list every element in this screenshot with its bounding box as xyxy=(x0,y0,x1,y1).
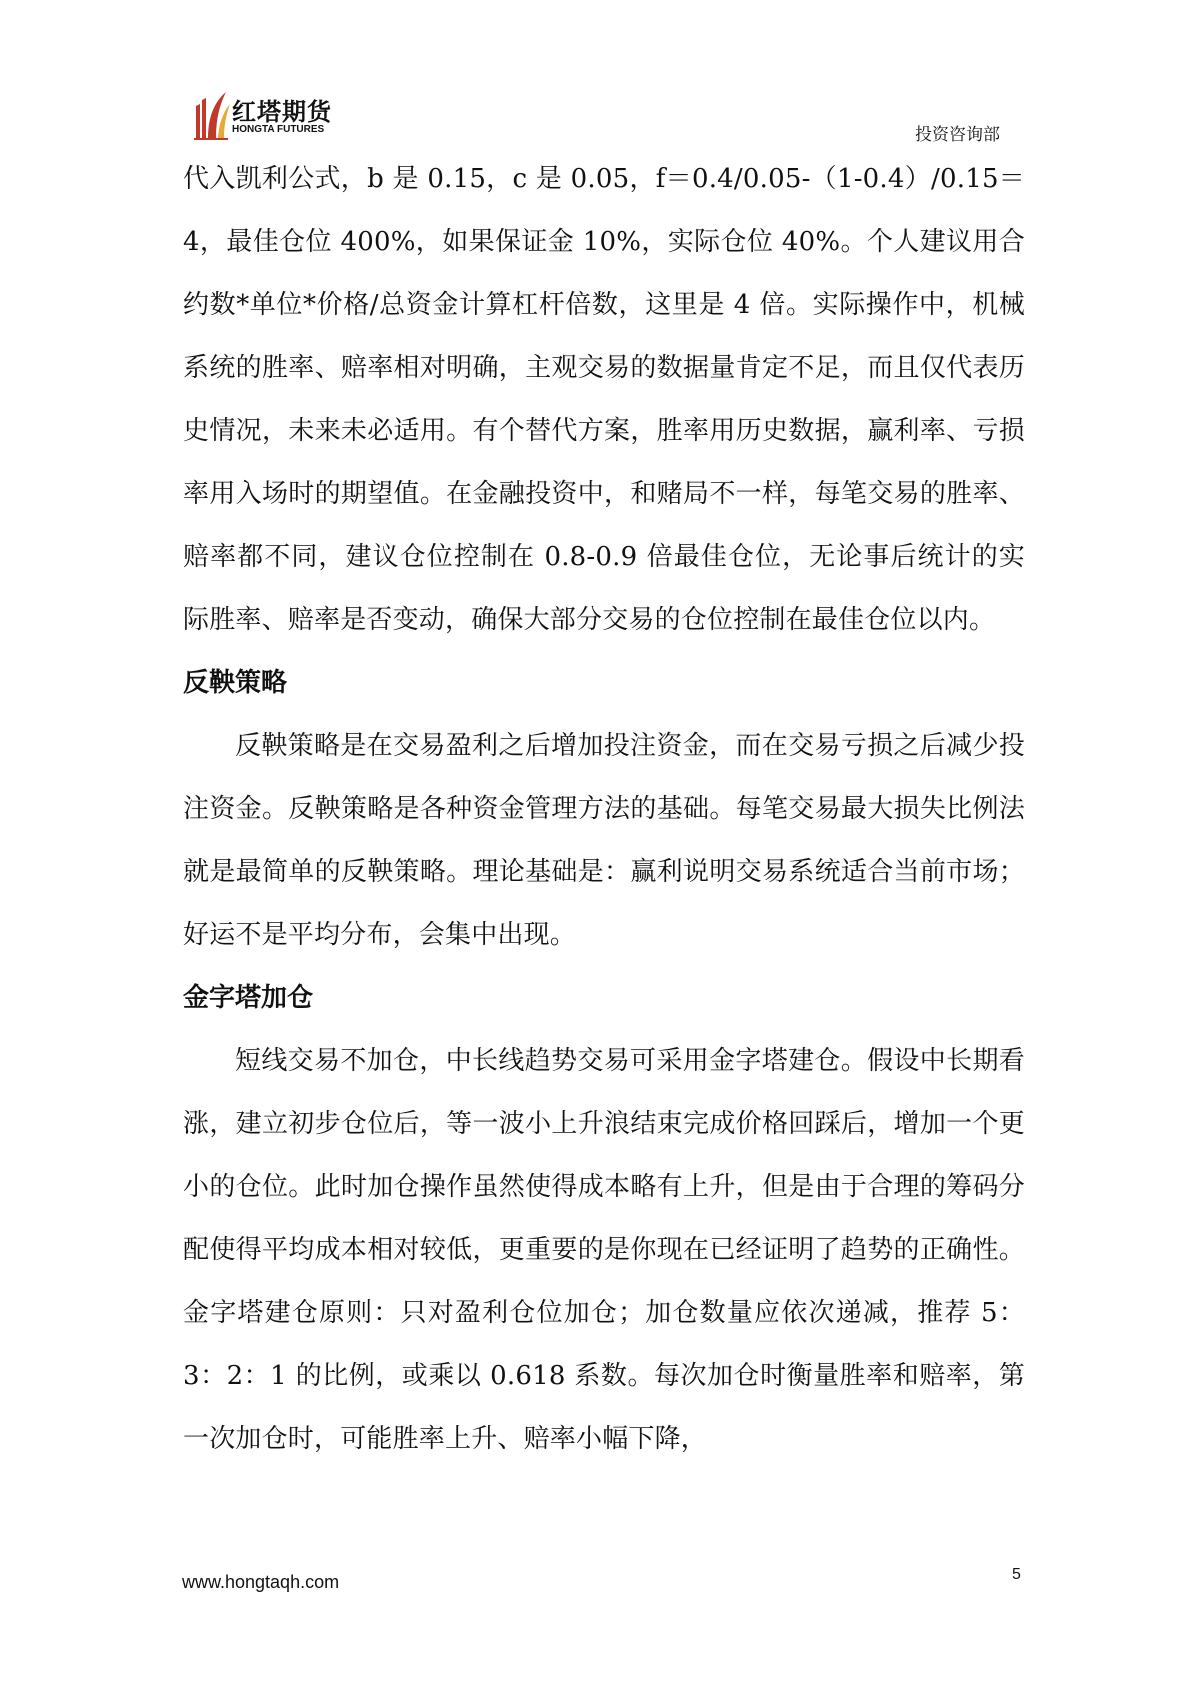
page-number: 5 xyxy=(1012,1566,1021,1583)
paragraph-kelly-continued: 代入凯利公式，b 是 0.15，c 是 0.05，f＝0.4/0.05-（1-0.4）/0.15＝4，最佳仓位 400%，如果保证金 10%，实际仓位 40%。个人建议用合约数*单位*价格/总资金计算杠杆倍数，这里是 4 倍。实际操作中，机械系统的胜率、赔率相对明确，主观交易的数据量肯定不足，而且仅代表历史情况，未来未必适用。有个替代方案，胜率用历史数据，赢利率、亏损率用入场时的期望值。在金融投资中，和赌局不一样，每笔交易的胜率、赔率都不同，建议仓位控制在 0.8-0.9 倍最佳仓位，无论事后统计的实际胜率、赔率是否变动，确保大部分交易的仓位控制在最佳仓位以内。 xyxy=(183,164,1025,635)
paragraph-anti-martingale: 反鞅策略是在交易盈利之后增加投注资金，而在交易亏损之后减少投注资金。反鞅策略是各种资金管理方法的基础。每笔交易最大损失比例法就是最简单的反鞅策略。理论基础是：赢利说明交易系统适合当前市场；好运不是平均分布，会集中出现。 xyxy=(183,731,1025,950)
company-logo xyxy=(192,88,352,144)
section-heading-pyramiding: 金字塔加仓 xyxy=(183,983,314,1013)
department-label: 投资咨询部 xyxy=(915,125,1000,145)
page-header xyxy=(0,0,1200,150)
logo-chinese-name: 红塔期货 xyxy=(232,98,332,126)
hongta-logo-icon xyxy=(192,88,234,140)
document-body xyxy=(183,148,1025,1471)
paragraph-pyramiding: 短线交易不加仓，中长线趋势交易可采用金字塔建仓。假设中长期看涨，建立初步仓位后，等一波小上升浪结束完成价格回踩后，增加一个更小的仓位。此时加仓操作虽然使得成本略有上升，但是由于合理的筹码分配使得平均成本相对较低，更重要的是你现在已经证明了趋势的正确性。金字塔建仓原则：只对盈利仓位加仓；加仓数量应依次递减，推荐 5：3：2：1 的比例，或乘以 0.618 系数。每次加仓时衡量胜率和赔率，第一次加仓时，可能胜率上升、赔率小幅下降， xyxy=(183,1046,1025,1454)
section-heading-anti-martingale: 反鞅策略 xyxy=(183,668,288,698)
footer-website-link[interactable]: www.hongtaqh.com xyxy=(182,1572,340,1592)
logo-english-name: HONGTA FUTURES xyxy=(232,124,325,135)
